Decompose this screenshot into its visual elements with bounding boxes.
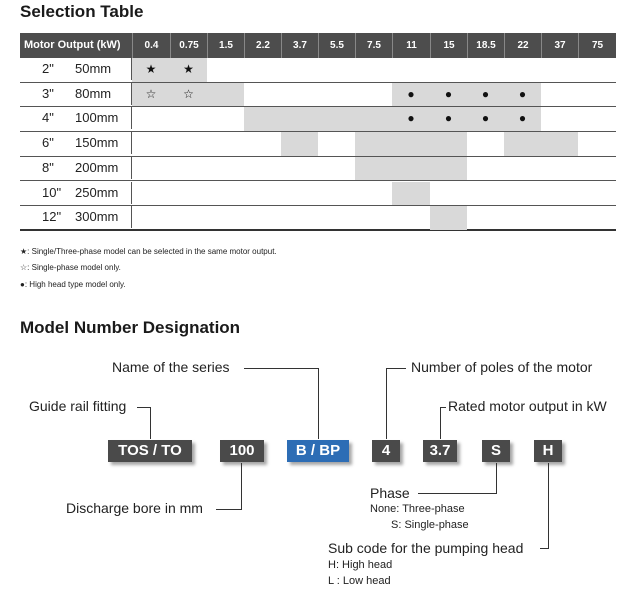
legend-text: : High head type model only. [24,280,126,289]
header-kw: 5.5 [318,33,355,58]
table-cell: ☆ [132,83,170,107]
bore-mm: 200mm [75,159,119,175]
row-bore-label [20,206,132,228]
table-cell [170,182,207,206]
table-cell [355,107,392,131]
subcode-option-l: L : Low head [328,575,391,587]
table-cell [244,157,281,181]
table-row [20,83,616,108]
header-kw: 37 [541,33,578,58]
table-cell [318,132,355,156]
label-sub-code: Sub code for the pumping head [328,540,524,556]
bore-mm: 100mm [75,110,119,126]
row-bore-label [20,132,132,154]
table-cell [392,206,430,230]
legend-text: : Single-phase model only. [27,263,121,272]
table-cell [578,182,616,206]
connector-line [440,407,441,439]
table-cell [541,182,578,206]
table-header [20,33,616,58]
connector-line [496,463,497,494]
table-row [20,58,616,83]
table-cell [355,58,392,82]
bore-inch: 4" [42,110,54,126]
legend-symbol: ★ [20,247,28,256]
table-cell [392,58,430,82]
table-cell [504,182,541,206]
label-phase: Phase [370,485,410,501]
table-cell: ● [430,83,467,107]
table-cell [318,83,355,107]
table-cell [355,182,392,206]
table-cell [467,132,504,156]
connector-line [418,493,496,494]
code-box-bore: 100 [220,440,264,462]
connector-line [137,407,150,408]
table-cell [467,157,504,181]
table-cell [430,58,467,82]
legend-item [20,280,126,289]
connector-line [150,407,151,439]
table-cell [281,157,318,181]
row-bore-label [20,58,132,80]
table-cell [318,157,355,181]
row-bore-label [20,83,132,105]
table-cell [541,206,578,230]
table-cell [578,83,616,107]
legend-item [20,247,277,256]
table-cell: ★ [170,58,207,82]
table-cell [207,58,244,82]
table-cell [504,58,541,82]
header-kw: 2.2 [244,33,281,58]
model-designation-title: Model Number Designation [20,318,241,337]
bore-inch: 12" [42,209,62,225]
table-cell [207,182,244,206]
label-series: Name of the series [112,359,230,375]
table-cell: ● [467,107,504,131]
bore-inch: 8" [42,159,54,175]
table-cell: ● [504,83,541,107]
table-cell [578,132,616,156]
bore-inch: 3" [42,85,54,101]
code-box-output: 3.7 [423,440,457,462]
connector-line [241,463,242,510]
table-cell [207,107,244,131]
table-cell [430,132,467,156]
table-cell [132,182,170,206]
table-row [20,132,616,157]
connector-line [216,509,241,510]
header-kw: 15 [430,33,467,58]
table-cell [207,83,244,107]
code-box-subcode: H [534,440,562,462]
header-kw: 3.7 [281,33,318,58]
table-cell [132,157,170,181]
table-cell [170,107,207,131]
header-kw: 0.4 [132,33,170,58]
table-cell [132,132,170,156]
table-cell [281,182,318,206]
table-cell [541,83,578,107]
table-cell [132,107,170,131]
table-cell: ● [392,107,430,131]
table-cell: ● [467,83,504,107]
table-cell: ● [504,107,541,131]
code-box-phase: S [482,440,510,462]
table-cell [578,107,616,131]
table-cell [244,58,281,82]
bore-inch: 6" [42,135,54,151]
table-cell [541,157,578,181]
header-motor-output: Motor Output (kW) [24,39,121,51]
connector-line [386,368,406,369]
header-kw: 0.75 [170,33,207,58]
table-cell [392,182,430,206]
table-cell [170,206,207,230]
table-cell: ☆ [170,83,207,107]
table-cell: ● [392,83,430,107]
bore-mm: 80mm [75,85,112,101]
table-cell [281,107,318,131]
code-box-series: B / BP [287,440,349,462]
table-cell [467,206,504,230]
table-cell [244,107,281,131]
table-cell [207,132,244,156]
code-box-series-fitting: TOS / TO [108,440,192,462]
table-cell [355,83,392,107]
phase-option-none: None: Three-phase [370,503,465,515]
table-cell [244,206,281,230]
table-cell [578,58,616,82]
table-cell [355,157,392,181]
table-cell [318,182,355,206]
bore-mm: 300mm [75,209,119,225]
table-cell [504,157,541,181]
table-cell [281,83,318,107]
phase-option-s: S: Single-phase [391,519,469,531]
row-bore-label [20,107,132,129]
subcode-option-h: H: High head [328,559,393,571]
table-cell [541,107,578,131]
header-kw: 18.5 [467,33,504,58]
table-cell [467,58,504,82]
table-cell [578,157,616,181]
table-cell [318,206,355,230]
label-poles: Number of poles of the motor [411,359,593,375]
table-cell [504,206,541,230]
bore-inch: 10" [42,184,62,200]
header-kw: 11 [392,33,430,58]
legend-symbol: ● [20,280,25,289]
table-cell [541,132,578,156]
table-cell [207,157,244,181]
label-discharge-bore: Discharge bore in mm [66,500,203,516]
table-cell [318,58,355,82]
table-cell [467,182,504,206]
table-cell [430,182,467,206]
connector-line [318,368,319,439]
table-cell [392,157,430,181]
selection-table-title: Selection Table [20,2,144,21]
table-row [20,157,616,182]
header-kw: 22 [504,33,541,58]
bore-mm: 50mm [75,61,112,76]
table-cell [504,132,541,156]
table-cell [430,206,467,230]
header-kw: 1.5 [207,33,244,58]
connector-line [244,368,318,369]
legend-text: : Single/Three-phase model can be selected in the same motor output. [27,247,277,256]
table-cell [207,206,244,230]
table-cell [281,132,318,156]
label-rated-output: Rated motor output in kW [448,398,607,414]
table-cell: ● [430,107,467,131]
table-row [20,182,616,207]
code-box-poles: 4 [372,440,400,462]
table-cell [244,83,281,107]
table-row [20,206,616,231]
table-cell [170,157,207,181]
header-kw: 75 [578,33,616,58]
bore-mm: 250mm [75,184,119,200]
table-row [20,107,616,132]
table-cell [281,58,318,82]
table-cell [170,132,207,156]
table-cell [355,206,392,230]
selection-table [20,33,616,232]
table-cell [430,157,467,181]
table-cell [355,132,392,156]
table-cell [541,58,578,82]
table-cell [244,182,281,206]
label-guide-rail: Guide rail fitting [29,398,127,414]
legend-symbol: ☆ [20,263,28,272]
table-cell [578,206,616,230]
table-cell [392,132,430,156]
connector-line [386,368,387,439]
table-cell [244,132,281,156]
bore-mm: 150mm [75,135,119,151]
row-bore-label [20,157,132,179]
table-cell [132,206,170,230]
row-bore-label [20,182,132,204]
table-cell [318,107,355,131]
header-kw: 7.5 [355,33,392,58]
table-cell: ★ [132,58,170,82]
legend-item [20,263,121,272]
connector-line [548,463,549,549]
bore-inch: 2" [42,61,54,76]
table-cell [281,206,318,230]
